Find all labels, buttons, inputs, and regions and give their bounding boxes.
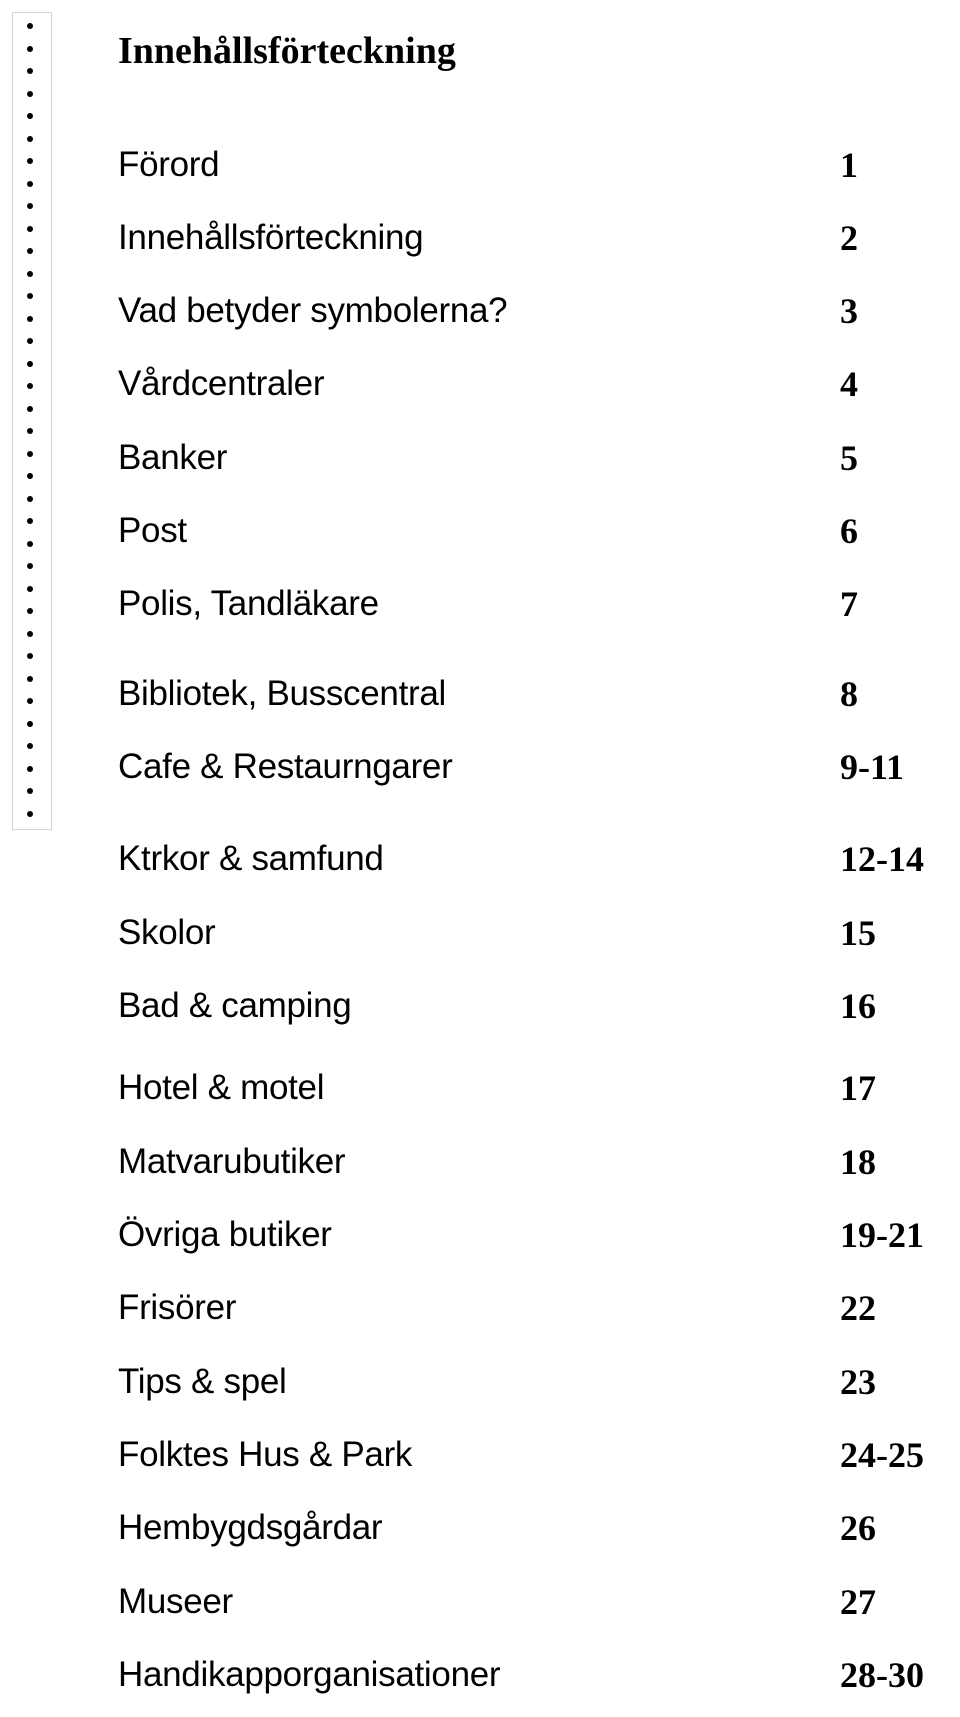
toc-entry-label: Förord	[118, 145, 220, 184]
toc-entry-label: Innehållsförteckning	[118, 218, 424, 257]
toc-entry-label: Bad & camping	[118, 986, 352, 1025]
toc-entry-label: Skolor	[118, 913, 216, 952]
margin-dot	[27, 271, 33, 277]
toc-entry	[0, 1211, 960, 1259]
margin-dot	[27, 631, 33, 637]
toc-entry	[0, 1504, 960, 1552]
toc-entry	[0, 1284, 960, 1332]
toc-entry-page-number: 4	[840, 364, 858, 404]
toc-entry-label: Ktrkor & samfund	[118, 839, 384, 878]
toc-entry	[0, 1358, 960, 1406]
margin-dot	[27, 203, 33, 209]
toc-entry	[0, 287, 960, 335]
toc-entry-page-number: 12-14	[840, 839, 924, 879]
toc-entry-label: Polis, Tandläkare	[118, 584, 379, 623]
toc-entry-page-number: 24-25	[840, 1435, 924, 1475]
toc-entry-label: Bibliotek, Busscentral	[118, 674, 447, 713]
toc-entry-label: Folktes Hus & Park	[118, 1435, 413, 1474]
toc-entry	[0, 141, 960, 189]
toc-entry-label: Museer	[118, 1582, 233, 1621]
toc-entry	[0, 507, 960, 555]
toc-entry-label: Handikapporganisationer	[118, 1655, 501, 1694]
toc-entry-page-number: 8	[840, 674, 858, 714]
toc-entry	[0, 982, 960, 1030]
toc-entry-page-number: 17	[840, 1068, 876, 1108]
toc-entry-label: Övriga butiker	[118, 1215, 332, 1254]
toc-entry	[0, 434, 960, 482]
margin-dot	[27, 23, 33, 29]
margin-dot	[27, 338, 33, 344]
margin-dot	[27, 653, 33, 659]
toc-entry-page-number: 23	[840, 1362, 876, 1402]
margin-dot	[27, 496, 33, 502]
toc-entry	[0, 360, 960, 408]
toc-entry	[0, 743, 960, 791]
toc-entry-page-number: 5	[840, 438, 858, 478]
toc-entry-page-number: 26	[840, 1508, 876, 1548]
toc-entry	[0, 835, 960, 883]
toc-entry-label: Cafe & Restaurngarer	[118, 747, 453, 786]
toc-entry-page-number: 9-11	[840, 747, 905, 787]
margin-dot	[27, 563, 33, 569]
toc-entry-page-number: 22	[840, 1288, 876, 1328]
toc-entry-page-number: 2	[840, 218, 858, 258]
margin-dot	[27, 811, 33, 817]
toc-entry-label: Post	[118, 511, 187, 550]
toc-entry	[0, 214, 960, 262]
toc-entry-label: Vårdcentraler	[118, 364, 325, 403]
margin-dot	[27, 46, 33, 52]
toc-entry-label: Vad betyder symbolerna?	[118, 291, 508, 330]
toc-entry-page-number: 3	[840, 291, 858, 331]
toc-entry-page-number: 27	[840, 1582, 876, 1622]
toc-entry	[0, 1578, 960, 1626]
toc-entry-page-number: 7	[840, 584, 858, 624]
toc-entry-page-number: 6	[840, 511, 858, 551]
toc-entry	[0, 1138, 960, 1186]
toc-entry-label: Hembygdsgårdar	[118, 1508, 383, 1547]
toc-entry	[0, 1431, 960, 1479]
toc-entry-page-number: 1	[840, 145, 858, 185]
toc-entry	[0, 1064, 960, 1112]
toc-entry	[0, 580, 960, 628]
toc-entry-label: Matvarubutiker	[118, 1142, 346, 1181]
toc-entry	[0, 909, 960, 957]
toc-entry-page-number: 16	[840, 986, 876, 1026]
toc-entry-label: Tips & spel	[118, 1362, 287, 1401]
toc-entry-label: Banker	[118, 438, 228, 477]
toc-entry-label: Frisörer	[118, 1288, 237, 1327]
page-title: Innehållsförteckning	[118, 30, 456, 72]
toc-entry-page-number: 18	[840, 1142, 876, 1182]
toc-entry-page-number: 28-30	[840, 1655, 924, 1695]
toc-entry	[0, 670, 960, 718]
margin-dot	[27, 721, 33, 727]
toc-entry-label: Hotel & motel	[118, 1068, 325, 1107]
margin-dot	[27, 113, 33, 119]
toc-entry	[0, 1651, 960, 1699]
margin-dot	[27, 68, 33, 74]
margin-dot	[27, 91, 33, 97]
toc-entry-page-number: 15	[840, 913, 876, 953]
toc-entry-page-number: 19-21	[840, 1215, 924, 1255]
